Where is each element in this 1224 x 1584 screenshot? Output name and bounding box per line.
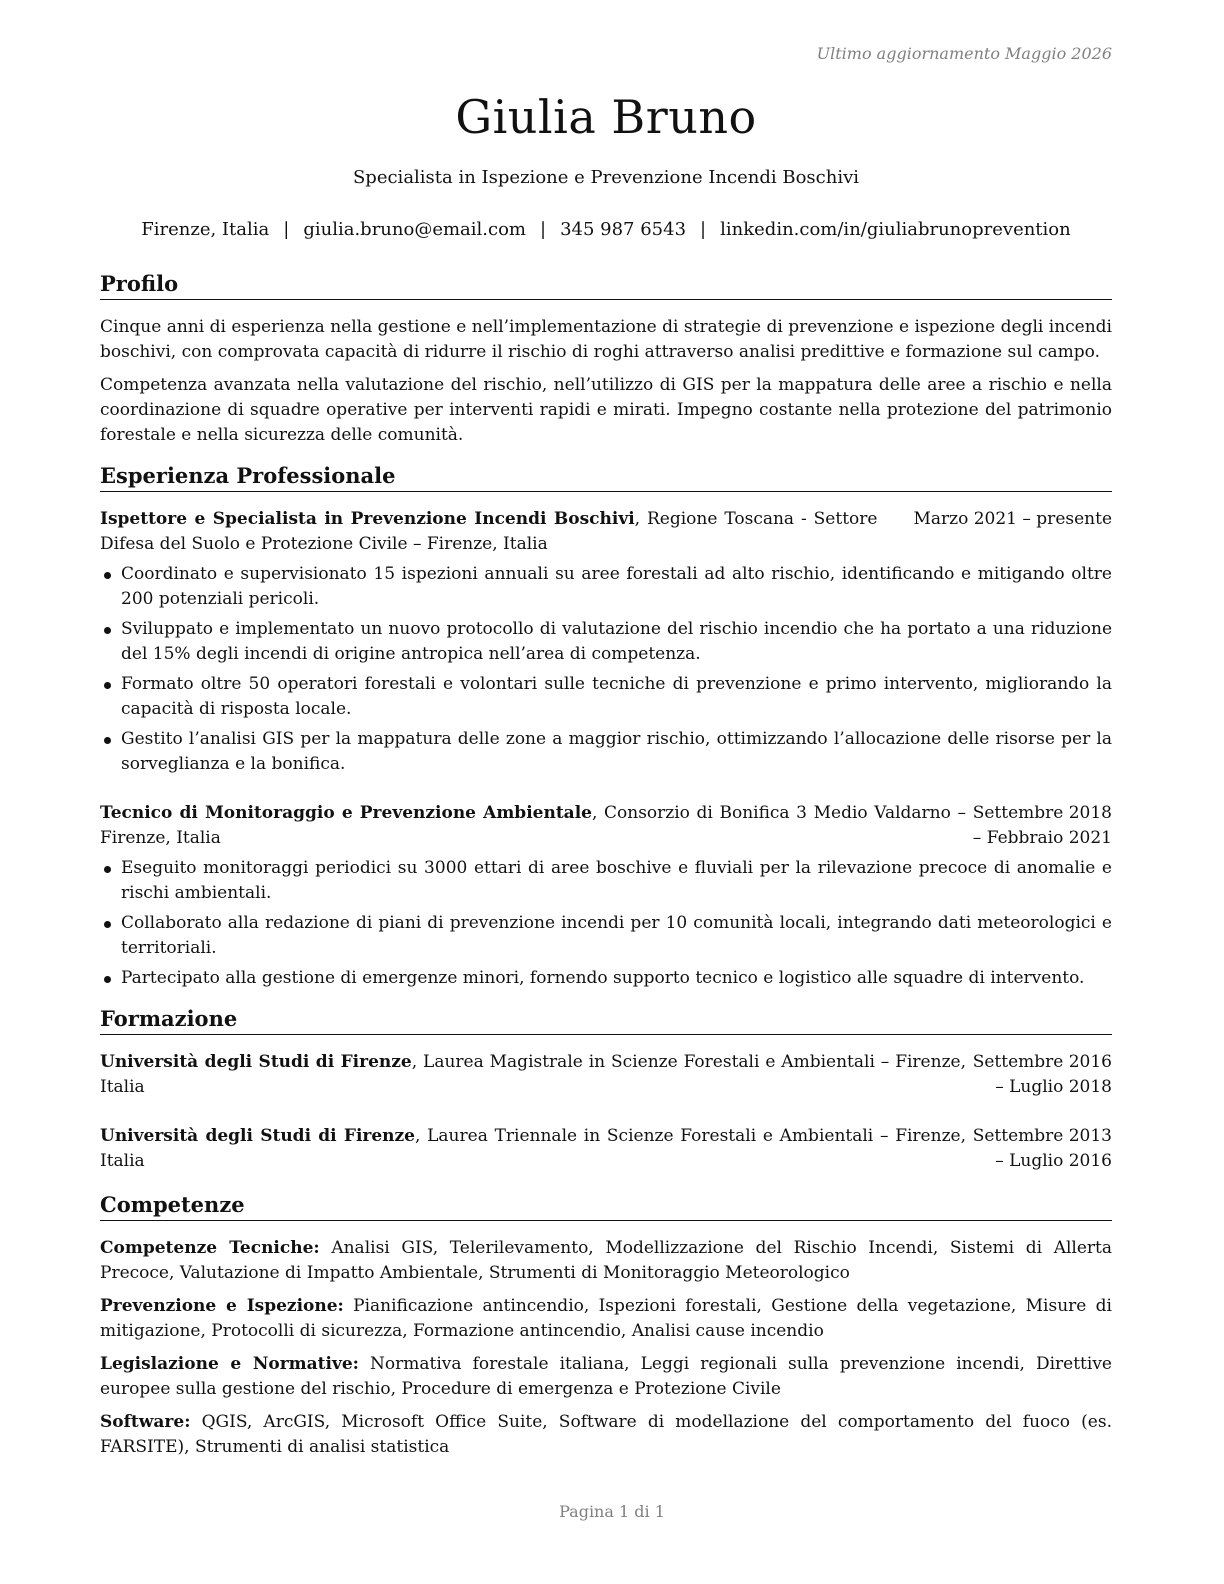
bullet-text: Formato oltre 50 operatori forestali e volontari sulle tecniche di prevenzione e primo intervento, migliorando la capacità di risposta locale. <box>121 674 1112 719</box>
bullet-icon <box>104 976 111 983</box>
skill-label: Prevenzione e Ispezione: <box>100 1296 344 1316</box>
section-title-profile: Profilo <box>100 270 1112 300</box>
education-school: Università degli Studi di Firenze <box>100 1052 412 1072</box>
contact-separator: | <box>540 219 547 240</box>
skill-text: Pianificazione antincendio, Ispezioni forestali, Gestione della vegetazione, Misure di mitigazione, Protocolli di sicurezza, Formazione antincendio, Analisi cause incendio <box>100 1296 1112 1341</box>
job-description <box>100 507 913 557</box>
skill-group <box>100 1410 1112 1460</box>
skills-section <box>100 1191 1112 1460</box>
job-description <box>100 801 972 851</box>
job-entry <box>100 801 1112 991</box>
bullet-text: Gestito l’analisi GIS per la mappatura delle zone a maggior rischio, ottimizzando l’allocazione delle risorse per la sorveglianza e la bonifica. <box>121 729 1112 774</box>
education-description <box>100 1124 972 1174</box>
resume-body <box>100 270 1112 1460</box>
last-updated: Ultimo aggiornamento Maggio 2026 <box>816 44 1112 63</box>
education-entry <box>100 1124 1112 1174</box>
bullet-icon <box>104 921 111 928</box>
skill-group <box>100 1236 1112 1286</box>
bullet-icon <box>104 627 111 634</box>
education-degree: , Laurea Triennale in Scienze Forestali e Ambientali – Firenze, Italia <box>100 1126 966 1171</box>
contact-location: Firenze, Italia <box>141 219 270 240</box>
bullet-icon <box>104 866 111 873</box>
bullet-text: Coordinato e supervisionato 15 ispezioni annuali su aree forestali ad alto rischio, identificando e mitigando oltre 200 potenziali pericoli. <box>121 564 1112 609</box>
skill-group <box>100 1294 1112 1344</box>
bullet-text: Eseguito monitoraggi periodici su 3000 ettari di aree boschive e fluviali per la rilevazione precoce di anomalie e rischi ambientali. <box>121 858 1112 903</box>
profile-section <box>100 270 1112 448</box>
skill-label: Competenze Tecniche: <box>100 1238 320 1258</box>
section-title-experience: Esperienza Professionale <box>100 462 1112 492</box>
list-item <box>100 617 1112 667</box>
education-degree: , Laurea Magistrale in Scienze Forestali e Ambientali – Firenze, Italia <box>100 1052 966 1097</box>
bullet-text: Sviluppato e implementato un nuovo protocollo di valutazione del rischio incendio che ha portato a una riduzione del 15% degli incendi di origine antropica nell’area di competenza. <box>121 619 1112 664</box>
job-dates: Marzo 2021 – presente <box>913 509 1112 529</box>
job-bullets <box>100 562 1112 777</box>
contact-linkedin[interactable]: linkedin.com/in/giuliabrunoprevention <box>720 219 1071 240</box>
job-organization: , Regione Toscana - Settore Difesa del Suolo e Protezione Civile – Firenze, Italia <box>100 509 878 554</box>
profile-paragraph: Cinque anni di esperienza nella gestione e nell’implementazione di strategie di prevenzione e ispezione degli incendi boschivi, con comprovata capacità di ridurre il rischio di roghi attraverso analisi predittive e formazione sul campo. <box>100 317 1112 362</box>
list-item <box>100 911 1112 961</box>
job-organization: , Consorzio di Bonifica 3 Medio Valdarno – Firenze, Italia <box>100 803 966 848</box>
skill-text: Normativa forestale italiana, Leggi regionali sulla prevenzione incendi, Direttive europee sulla gestione del rischio, Procedure di emergenza e Protezione Civile <box>100 1354 1112 1399</box>
education-description <box>100 1050 972 1100</box>
list-item <box>100 966 1112 991</box>
page-number: Pagina 1 di 1 <box>559 1502 665 1521</box>
contact-separator: | <box>283 219 290 240</box>
candidate-name: Giulia Bruno <box>455 90 757 144</box>
contact-email[interactable]: giulia.bruno@email.com <box>303 219 526 240</box>
contact-phone[interactable]: 345 987 6543 <box>560 219 687 240</box>
list-item <box>100 727 1112 777</box>
experience-section <box>100 462 1112 991</box>
job-entry <box>100 507 1112 777</box>
skill-text: Analisi GIS, Telerilevamento, Modellizzazione del Rischio Incendi, Sistemi di Allerta Precoce, Valutazione di Impatto Ambientale, Strumenti di Monitoraggio Meteorologico <box>100 1238 1113 1283</box>
education-section <box>100 1005 1112 1174</box>
skill-label: Software: <box>100 1412 191 1432</box>
skill-text: QGIS, ArcGIS, Microsoft Office Suite, Software di modellazione del comportamento del fuoco (es. FARSITE), Strumenti di analisi statistica <box>100 1412 1112 1457</box>
skill-label: Legislazione e Normative: <box>100 1354 359 1374</box>
education-entry <box>100 1050 1112 1100</box>
job-role: Ispettore e Specialista in Prevenzione Incendi Boschivi <box>100 509 635 529</box>
education-header <box>100 1124 1112 1174</box>
bullet-icon <box>104 682 111 689</box>
skill-group <box>100 1352 1112 1402</box>
bullet-text: Partecipato alla gestione di emergenze minori, fornendo supporto tecnico e logistico alle squadre di intervento. <box>121 968 1085 988</box>
bullet-icon <box>104 572 111 579</box>
contact-line <box>100 219 1112 240</box>
section-title-education: Formazione <box>100 1005 1112 1035</box>
section-title-skills: Competenze <box>100 1191 1112 1221</box>
bullet-icon <box>104 737 111 744</box>
list-item <box>100 856 1112 906</box>
education-dates: Settembre 2016 – Luglio 2018 <box>972 1052 1112 1097</box>
education-header <box>100 1050 1112 1100</box>
job-title: Specialista in Ispezione e Prevenzione Incendi Boschivi <box>352 167 860 188</box>
job-header <box>100 801 1112 851</box>
education-school: Università degli Studi di Firenze <box>100 1126 415 1146</box>
job-dates: Settembre 2018 – Febbraio 2021 <box>972 803 1112 848</box>
list-item <box>100 562 1112 612</box>
profile-paragraph: Competenza avanzata nella valutazione del rischio, nell’utilizzo di GIS per la mappatura delle aree a rischio e nella coordinazione di squadre operative per interventi rapidi e mirati. Impegno costante nella protezione del patrimonio forestale e nella sicurezza delle comunità. <box>100 375 1112 445</box>
list-item <box>100 672 1112 722</box>
education-dates: Settembre 2013 – Luglio 2016 <box>972 1126 1112 1171</box>
job-bullets <box>100 856 1112 991</box>
contact-separator: | <box>700 219 707 240</box>
job-role: Tecnico di Monitoraggio e Prevenzione Ambientale <box>100 803 592 823</box>
bullet-text: Collaborato alla redazione di piani di prevenzione incendi per 10 comunità locali, integrando dati meteorologici e territoriali. <box>121 913 1112 958</box>
job-header <box>100 507 1112 557</box>
